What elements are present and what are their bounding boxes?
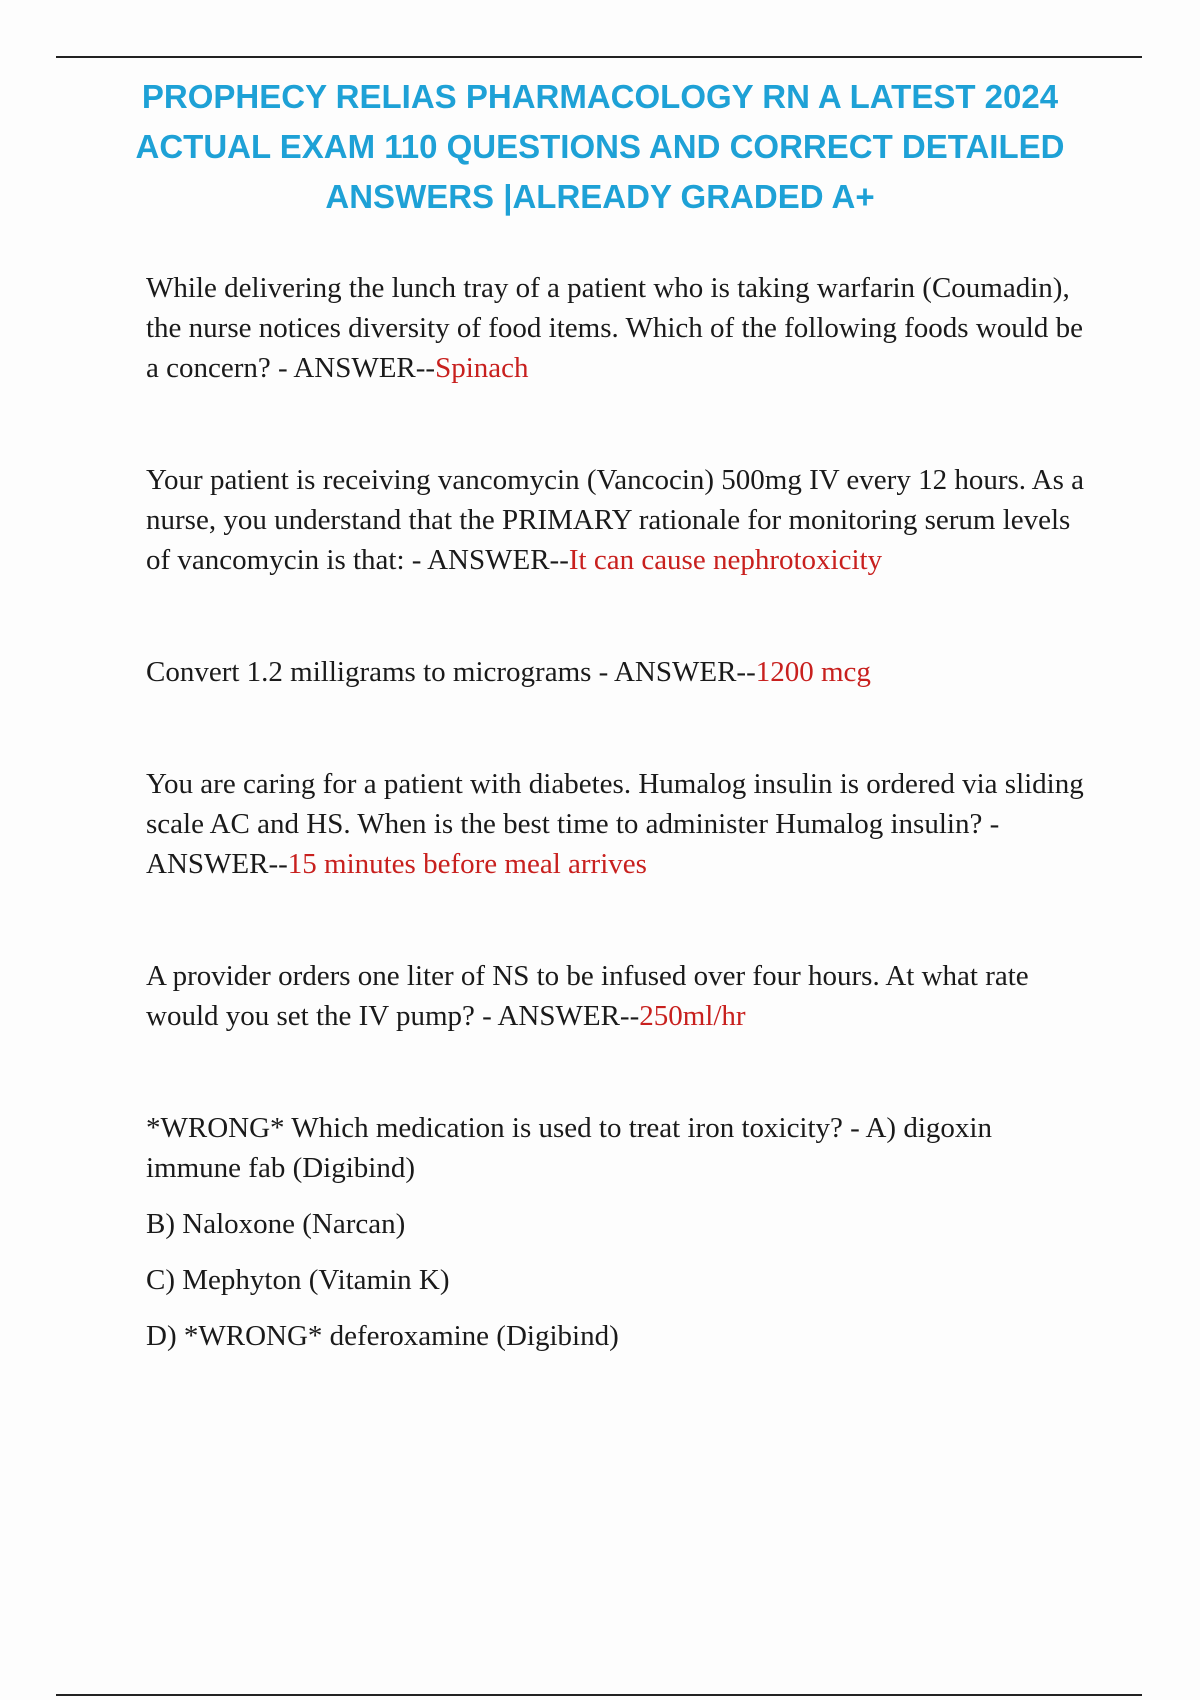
qa-item-4 xyxy=(146,764,1091,884)
question-text: You are caring for a patient with diabetes. Humalog insulin is ordered via sliding scale AC and HS. When is the best time to administer Humalog insulin? xyxy=(146,768,1084,840)
answer-prefix: - ANSWER-- xyxy=(146,808,1000,880)
qa-item-1 xyxy=(146,268,1091,388)
question-text: A provider orders one liter of NS to be infused over four hours. At what rate would you set the IV pump? xyxy=(146,960,1029,1032)
answer-text: 15 minutes before meal arrives xyxy=(287,848,647,880)
question-text: Your patient is receiving vancomycin (Vancocin) 500mg IV every 12 hours. As a nurse, you understand that the PRIMARY rationale for monitoring serum levels of vancomycin is that: xyxy=(146,464,1085,576)
mc-option-d: D) *WRONG* deferoxamine (Digibind) xyxy=(146,1320,619,1352)
answer-text: Spinach xyxy=(435,352,529,384)
answer-prefix: - ANSWER-- xyxy=(482,1000,640,1032)
answer-prefix: - ANSWER-- xyxy=(598,656,756,688)
qa-item-2 xyxy=(146,460,1091,580)
qa-item-5 xyxy=(146,956,1091,1036)
document-title: PROPHECY RELIAS PHARMACOLOGY RN A LATEST 2024 ACTUAL EXAM 110 QUESTIONS AND CORRECT DETAILED ANSWERS |ALREADY GRADED A+ xyxy=(135,78,1065,215)
mc-option-b: B) Naloxone (Narcan) xyxy=(146,1208,406,1240)
answer-text: 1200 mcg xyxy=(755,656,871,688)
mc-option-c: C) Mephyton (Vitamin K) xyxy=(146,1264,450,1296)
document-body xyxy=(146,268,1091,1356)
question-text: Convert 1.2 milligrams to micrograms xyxy=(146,656,592,688)
mc-question-stem: *WRONG* Which medication is used to treat iron toxicity? - A) digoxin immune fab (Digibind) xyxy=(146,1112,992,1184)
answer-text: 250ml/hr xyxy=(639,1000,746,1032)
top-rule xyxy=(56,56,1142,58)
answer-prefix: - ANSWER-- xyxy=(278,352,436,384)
qa-item-3 xyxy=(146,652,1091,692)
question-text: While delivering the lunch tray of a patient who is taking warfarin (Coumadin), the nurse notices diversity of food items. Which of the following foods would be a concern? xyxy=(146,272,1083,384)
answer-text: It can cause nephrotoxicity xyxy=(568,544,883,576)
answer-prefix: - ANSWER-- xyxy=(411,544,569,576)
bottom-rule xyxy=(56,1694,1142,1696)
